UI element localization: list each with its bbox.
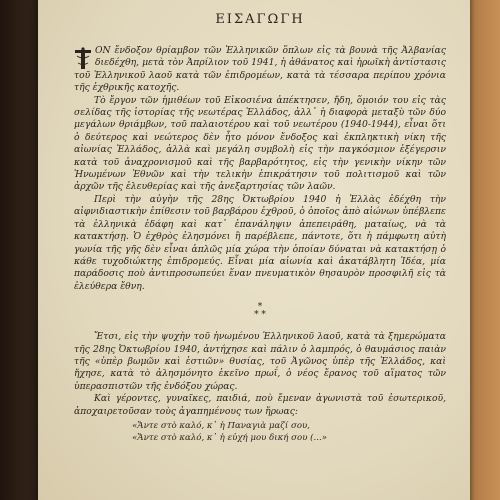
chapter-heading: ΕΙΣΑΓΩΓΗ [215, 12, 305, 27]
paragraph-1 [74, 45, 446, 95]
book-page [38, 0, 470, 500]
dropcap-ornament-icon [74, 47, 92, 69]
quote-line: «Ἄντε στὸ καλό, κ᾿ ἡ εὐχή μου δική σου (...» [132, 432, 327, 443]
table-surface [470, 0, 500, 500]
paragraph-4: Ἔτσι, εἰς τὴν ψυχὴν τοῦ ἡνωμένου Ἑλληνικοῦ λαοῦ, κατὰ τὰ ξημερώματα τῆς 28ης Ὀκτωβρίου 1940, ἀντήχησε καὶ πάλιν ὁ λαμπρός, ὁ θαυμάσιος παιὰν τῆς «ὑπὲρ βωμῶν καὶ ἑστιῶν» θυσίας, τοῦ Ἀγῶνος ὑπὲρ τῆς Ἑλλάδος, καὶ ἤχησε, κατὰ τὸ ἀλησμόνητο ἐκεῖνο πρωΐ, ὁ νέος ἔρανος τοῦ αἵματος τῶν ὑπερασπιστῶν τῆς ἐνδόξου χώρας. [74, 331, 446, 392]
quote-line: «Ἄντε στὸ καλό, κ᾿ ἡ Παναγιὰ μαζί σου, [132, 420, 310, 431]
section-divider: * * * [254, 302, 266, 321]
paragraph-2: Τὸ ἔργον τῶν ἡμιθέων τοῦ Εἰκοσιένα ἀπέκτησεν, ἤδη, ὅμοιόν του εἰς τὰς σελίδας τῆς ἱστορίας τῆς νεωτέρας Ἑλλάδος, ἀλλ᾿ ἡ διαφορὰ μεταξὺ τῶν δύο μεγάλων θριάμβων, τοῦ παλαιοτέρου καὶ τοῦ νεωτέρου (1940-1944), εἶναι ὅτι ὁ δεύτερος καὶ νεώτερος δὲν ἦτο μόνον ἔνδοξος καὶ ἐκπληκτικὴ νίκη τῆς αἰωνίας Ἑλλάδος, ἀλλὰ καὶ μεγάλη συμβολὴ εἰς τὴν παγκόσμιον ἐξέγερσιν κατὰ τοῦ ἀναχρονισμοῦ καὶ τῆς βαρβαρότητος, εἰς τὴν γενικὴν νίκην τῶν Ἡνωμένων Ἐθνῶν καὶ τὴν τελικὴν ἐπικράτησιν τοῦ πολιτισμοῦ καὶ τῶν ἀρχῶν τῆς ἐλευθερίας καὶ τῆς ἀνεξαρτησίας τῶν λαῶν. [74, 94, 446, 193]
paragraph-5: Καὶ γέροντες, γυναῖκες, παιδιά, ποὺ ἔμεναν ἀγωνιστὰ τοῦ ἐσωτερικοῦ, ἀποχαιρετοῦσαν τοὺς ἀγαπημένους των ἥρωας: [74, 393, 446, 417]
paragraph-1-text: ΟΝ ἔνδοξον θρίαμβον τῶν Ἑλληνικῶν ὅπλων εἰς τὰ βουνὰ τῆς Ἀλβανίας διεδέχθη, μετὰ τὸν Ἀπρίλιον τοῦ 1941, ἡ ἀθάνατος καὶ ἡρωϊκὴ ἀντίστασις τοῦ Ἑλληνικοῦ λαοῦ κατὰ τῶν ἐπιδρομέων, κατὰ τὰ τέσσαρα περίπου χρόνια τῆς ἐχθρικῆς κατοχῆς. [74, 45, 446, 94]
quote-block [74, 420, 446, 444]
paragraph-3: Περὶ τὴν αὐγὴν τῆς 28ης Ὀκτωβρίου 1940 ἡ Ἑλλὰς ἐδέχθη τὴν αἰφνιδιαστικὴν ἐπίθεσιν τοῦ βαρβάρου ἐχθροῦ, ὁ ὁποῖος ἀπὸ αἰώνων ὑπέβλεπε τὰ ἑλληνικὰ ἐδάφη καὶ κατ᾿ ἐπανάληψιν ἀπεπειράθη, ματαίως, νὰ τὰ κατακτήσῃ. Ὁ ἐχθρὸς ἐλησμόνει ἢ παρέβλεπε, πάντοτε, ὅτι ἡ πάμφωτη αὐτὴ γωνία τῆς γῆς δὲν εἶναι ἁπλῶς μία χώρα τὴν ὁποίαν δύναται νὰ κατακτήσῃ ὁ κάθε τυχοδιώκτης ἐπιδρομεύς. Εἶναι μία αἰωνία καὶ ἀκατάβλητη Ἰδέα, μία παράδοσις ποὺ ἀντιπροσωπεύει ἕναν πνευματικὸν θησαυρὸν προσφιλῆ εἰς τὰ ἐλεύθερα ἔθνη. [74, 193, 446, 292]
page-content [74, 12, 446, 444]
